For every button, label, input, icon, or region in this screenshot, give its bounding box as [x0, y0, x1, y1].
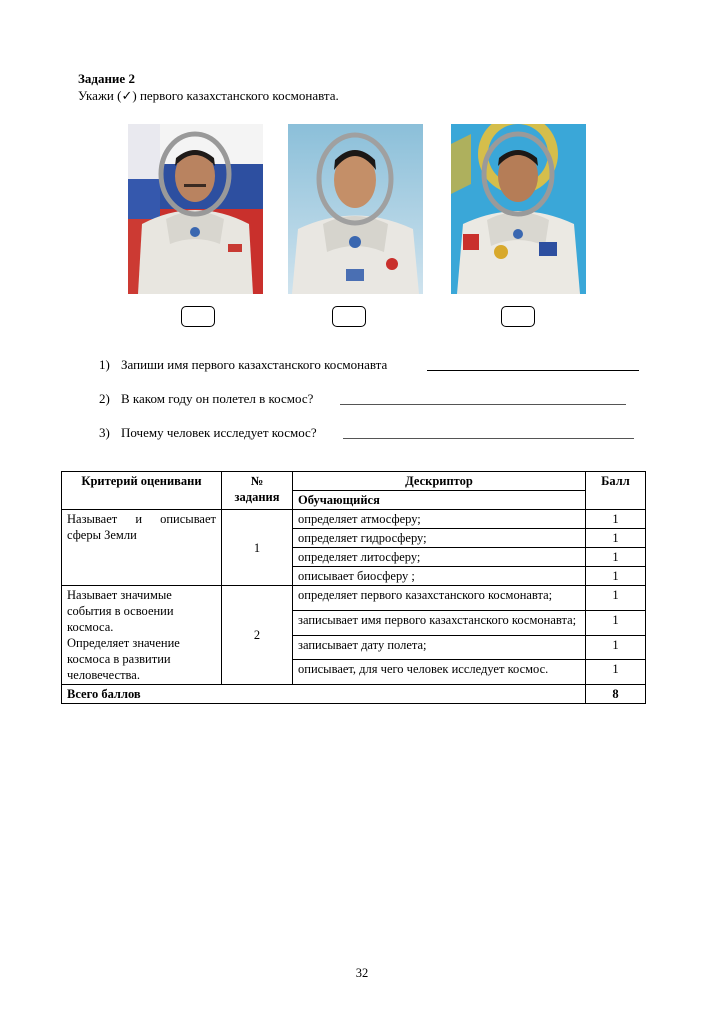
question-text: Запиши имя первого казахстанского космонавта — [121, 357, 388, 372]
answer-line-3[interactable] — [343, 438, 634, 439]
total-score: 8 — [586, 685, 646, 704]
answer-checkbox-2[interactable] — [332, 306, 366, 327]
criterion-cell-1 — [62, 510, 222, 586]
descriptor-cell: описывает биосферу ; — [293, 567, 586, 586]
criterion-cell-2 — [62, 586, 222, 685]
descriptor-cell: определяет первого казахстанского космонавта; — [293, 586, 586, 611]
descriptor-cell: определяет литосферу; — [293, 548, 586, 567]
descriptor-cell: определяет гидросферу; — [293, 529, 586, 548]
criterion-line: космоса в развитии — [67, 652, 171, 666]
header-task-number — [222, 472, 293, 510]
header-criterion: Критерий оценивани — [62, 472, 222, 510]
total-row — [62, 685, 646, 704]
question-2 — [99, 391, 313, 407]
question-number: 3) — [99, 425, 110, 440]
header-number-sign: № — [250, 474, 264, 488]
criterion-line: космоса. — [67, 620, 114, 634]
score-cell: 1 — [586, 610, 646, 635]
descriptor-cell: описывает, для чего человек исследует космос. — [293, 660, 586, 685]
question-text: В каком году он полетел в космос? — [121, 391, 314, 406]
header-task-label: задания — [234, 490, 280, 504]
header-score: Балл — [586, 472, 646, 510]
score-cell: 1 — [586, 567, 646, 586]
score-cell: 1 — [586, 529, 646, 548]
answer-checkbox-3[interactable] — [501, 306, 535, 327]
descriptor-cell: записывает имя первого казахстанского космонавта; — [293, 610, 586, 635]
score-cell: 1 — [586, 660, 646, 685]
table-row — [62, 586, 646, 611]
task-number-cell-1: 1 — [222, 510, 293, 586]
question-number: 2) — [99, 391, 110, 406]
question-3 — [99, 425, 317, 441]
total-label: Всего баллов — [62, 685, 586, 704]
task-title: Задание 2 — [78, 71, 135, 86]
task-instruction: Укажи (✓) первого казахстанского космонавта. — [78, 88, 339, 103]
descriptor-cell: определяет атмосферу; — [293, 510, 586, 529]
criterion-line: Называет значимые — [67, 588, 172, 602]
criterion-line: Определяет значение — [67, 636, 180, 650]
cosmonaut-photo-1 — [128, 124, 263, 294]
question-number: 1) — [99, 357, 110, 372]
criterion-line: события в освоении — [67, 604, 174, 618]
answer-line-1[interactable] — [427, 370, 639, 371]
criterion-line: сферы Земли — [67, 528, 137, 542]
question-text: Почему человек исследует космос? — [121, 425, 317, 440]
cosmonaut-photo-2 — [288, 124, 423, 294]
page-number: 32 — [355, 966, 369, 980]
descriptor-cell: записывает дату полета; — [293, 635, 586, 660]
task-number-cell-2: 2 — [222, 586, 293, 685]
question-1 — [99, 357, 387, 373]
score-cell: 1 — [586, 510, 646, 529]
cosmonaut-photo-3 — [451, 124, 586, 294]
assessment-rubric-table — [61, 471, 646, 704]
header-learner: Обучающийся — [293, 491, 586, 510]
header-descriptor: Дескриптор — [293, 472, 586, 491]
criterion-line: Называет и описывает — [67, 512, 216, 526]
table-row — [62, 510, 646, 529]
score-cell: 1 — [586, 635, 646, 660]
score-cell: 1 — [586, 548, 646, 567]
criterion-line: человечества. — [67, 668, 140, 682]
answer-line-2[interactable] — [340, 404, 626, 405]
answer-checkbox-1[interactable] — [181, 306, 215, 327]
score-cell: 1 — [586, 586, 646, 611]
